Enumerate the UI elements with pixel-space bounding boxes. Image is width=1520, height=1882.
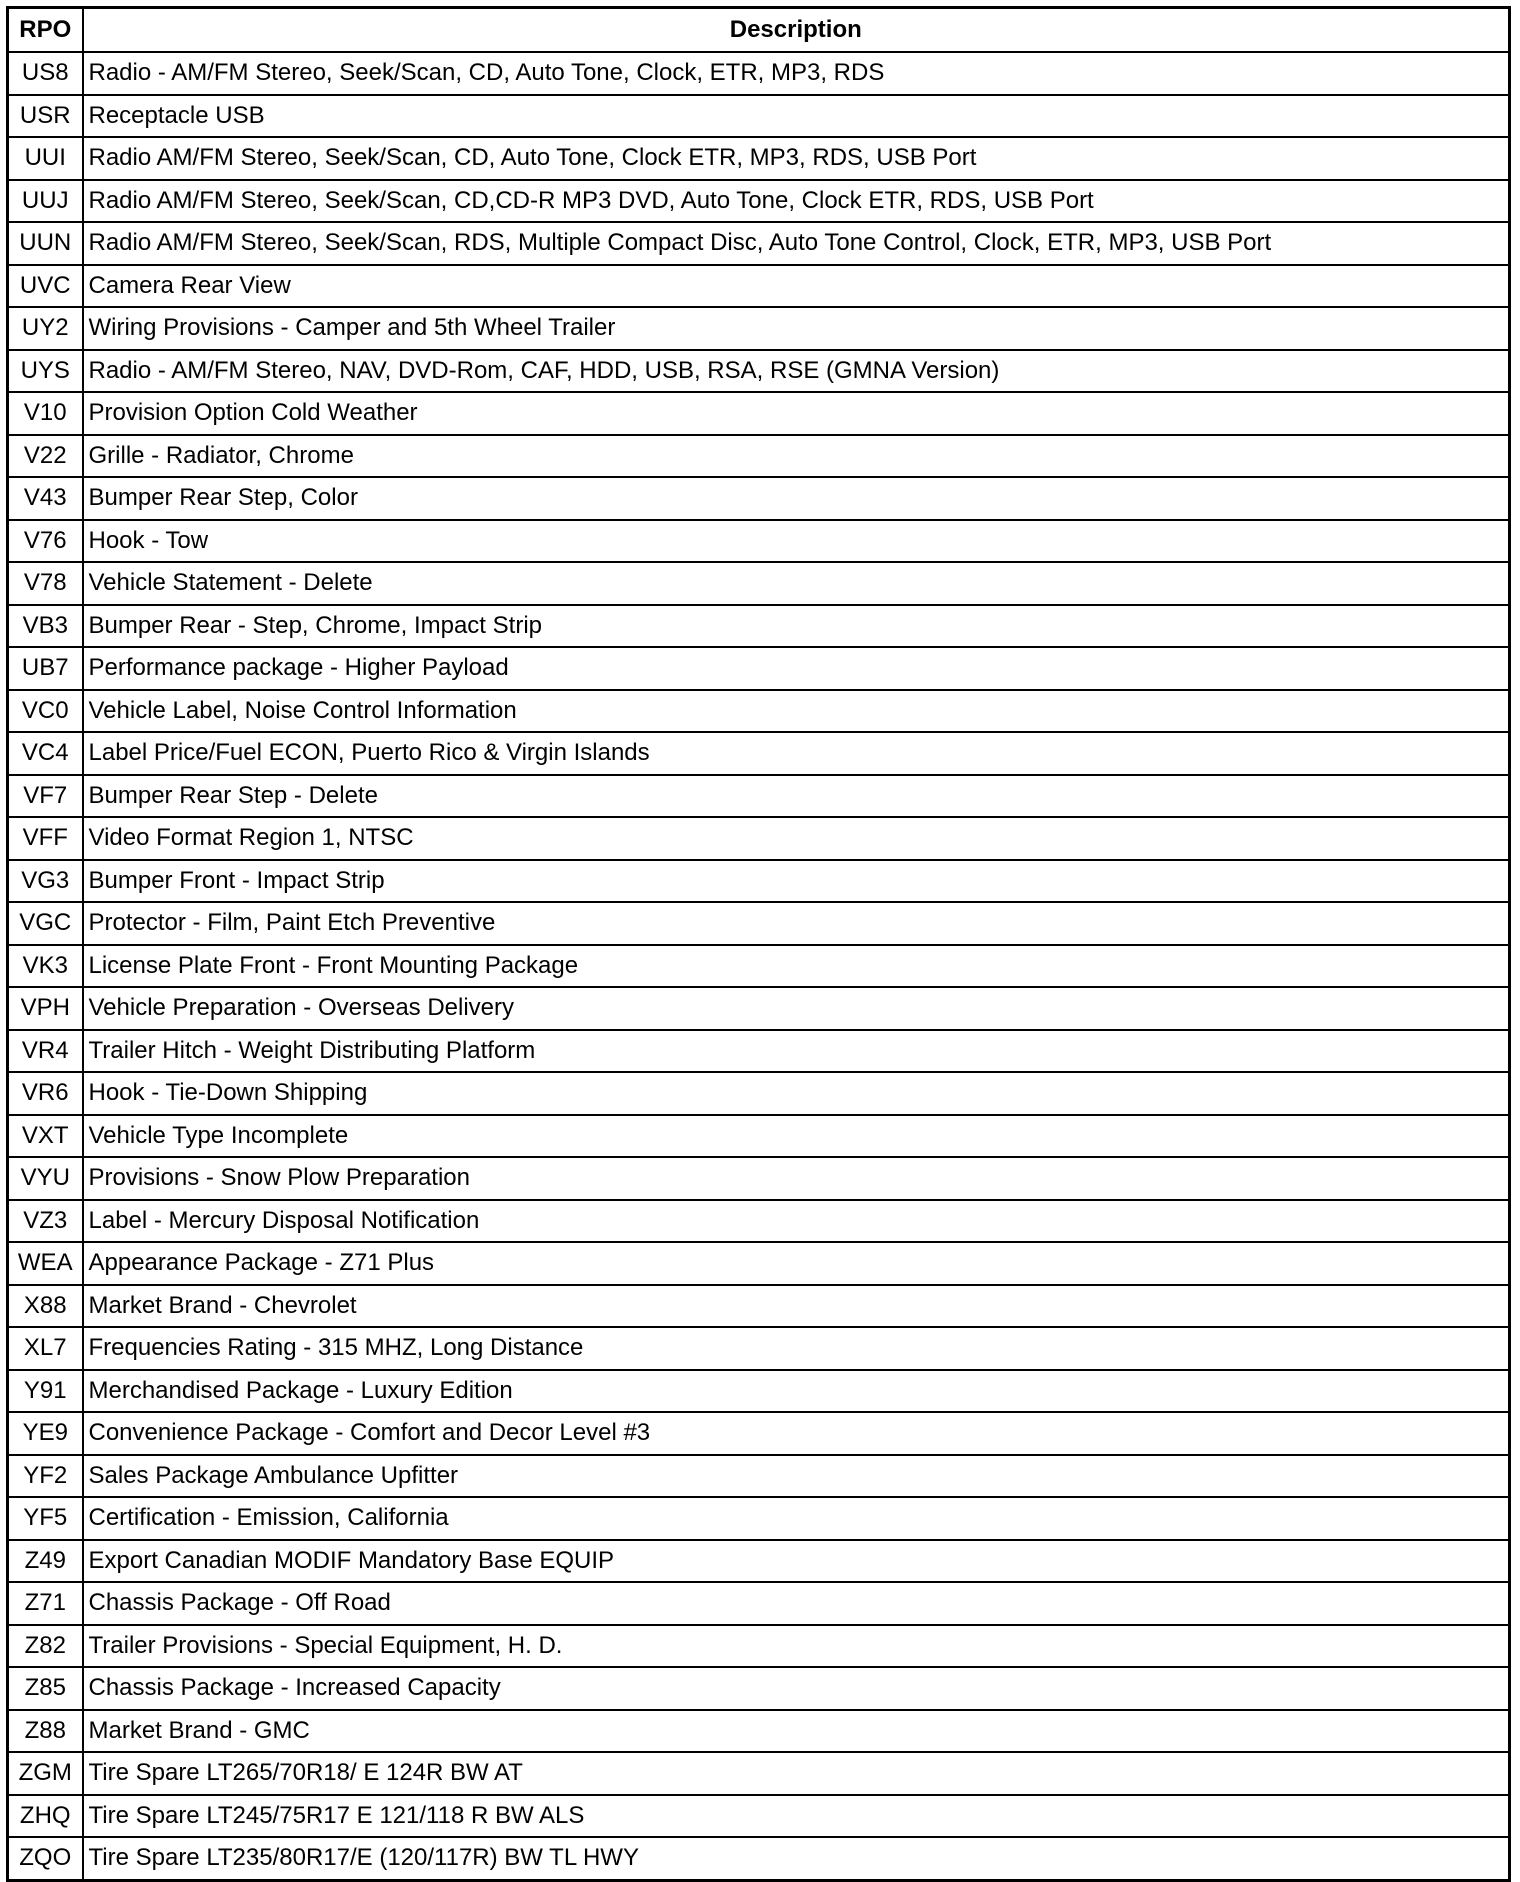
- description-cell: Frequencies Rating - 315 MHZ, Long Distance: [83, 1327, 1510, 1370]
- description-cell: Trailer Provisions - Special Equipment, H. D.: [83, 1625, 1510, 1668]
- table-row: [8, 945, 1510, 988]
- table-row: [8, 137, 1510, 180]
- description-cell: Vehicle Label, Noise Control Information: [83, 690, 1510, 733]
- description-cell: Bumper Rear Step, Color: [83, 477, 1510, 520]
- rpo-code-cell: VG3: [8, 860, 83, 903]
- rpo-code-cell: VC4: [8, 732, 83, 775]
- rpo-code-cell: ZGM: [8, 1752, 83, 1795]
- rpo-code-cell: UVC: [8, 265, 83, 308]
- rpo-code-cell: Z85: [8, 1667, 83, 1710]
- table-row: [8, 477, 1510, 520]
- rpo-code-cell: XL7: [8, 1327, 83, 1370]
- description-cell: Radio - AM/FM Stereo, Seek/Scan, CD, Auto Tone, Clock, ETR, MP3, RDS: [83, 52, 1510, 95]
- description-cell: Chassis Package - Increased Capacity: [83, 1667, 1510, 1710]
- description-cell: Provisions - Snow Plow Preparation: [83, 1157, 1510, 1200]
- table-row: [8, 562, 1510, 605]
- rpo-code-cell: VR4: [8, 1030, 83, 1073]
- description-cell: Vehicle Type Incomplete: [83, 1115, 1510, 1158]
- table-row: [8, 1115, 1510, 1158]
- description-cell: Performance package - Higher Payload: [83, 647, 1510, 690]
- table-row: [8, 1497, 1510, 1540]
- table-row: [8, 902, 1510, 945]
- description-cell: Export Canadian MODIF Mandatory Base EQUIP: [83, 1540, 1510, 1583]
- table-row: [8, 1837, 1510, 1880]
- description-cell: Grille - Radiator, Chrome: [83, 435, 1510, 478]
- table-row: [8, 350, 1510, 393]
- description-cell: Video Format Region 1, NTSC: [83, 817, 1510, 860]
- rpo-code-cell: US8: [8, 52, 83, 95]
- table-row: [8, 265, 1510, 308]
- rpo-code-cell: VR6: [8, 1072, 83, 1115]
- rpo-code-cell: VZ3: [8, 1200, 83, 1243]
- table-row: [8, 1327, 1510, 1370]
- description-cell: Convenience Package - Comfort and Decor Level #3: [83, 1412, 1510, 1455]
- table-row: [8, 605, 1510, 648]
- description-cell: Radio AM/FM Stereo, Seek/Scan, CD, Auto Tone, Clock ETR, MP3, RDS, USB Port: [83, 137, 1510, 180]
- description-column-header: Description: [83, 8, 1510, 53]
- rpo-code-cell: VGC: [8, 902, 83, 945]
- table-row: [8, 1285, 1510, 1328]
- description-cell: Market Brand - GMC: [83, 1710, 1510, 1753]
- rpo-code-cell: UB7: [8, 647, 83, 690]
- description-cell: Sales Package Ambulance Upfitter: [83, 1455, 1510, 1498]
- table-row: [8, 1710, 1510, 1753]
- table-row: [8, 775, 1510, 818]
- table-row: [8, 817, 1510, 860]
- rpo-code-cell: UUN: [8, 222, 83, 265]
- description-cell: Vehicle Statement - Delete: [83, 562, 1510, 605]
- rpo-code-cell: V78: [8, 562, 83, 605]
- rpo-code-cell: VC0: [8, 690, 83, 733]
- table-row: [8, 180, 1510, 223]
- description-cell: Hook - Tow: [83, 520, 1510, 563]
- rpo-code-cell: UUJ: [8, 180, 83, 223]
- description-cell: Bumper Front - Impact Strip: [83, 860, 1510, 903]
- description-cell: Market Brand - Chevrolet: [83, 1285, 1510, 1328]
- table-row: [8, 307, 1510, 350]
- description-cell: Appearance Package - Z71 Plus: [83, 1242, 1510, 1285]
- description-cell: Certification - Emission, California: [83, 1497, 1510, 1540]
- rpo-code-cell: YF2: [8, 1455, 83, 1498]
- table-row: [8, 435, 1510, 478]
- table-row: [8, 647, 1510, 690]
- rpo-code-cell: Z71: [8, 1582, 83, 1625]
- description-cell: Wiring Provisions - Camper and 5th Wheel Trailer: [83, 307, 1510, 350]
- description-cell: Tire Spare LT235/80R17/E (120/117R) BW TL HWY: [83, 1837, 1510, 1880]
- description-cell: License Plate Front - Front Mounting Package: [83, 945, 1510, 988]
- table-row: [8, 860, 1510, 903]
- rpo-code-cell: UUI: [8, 137, 83, 180]
- table-row: [8, 1455, 1510, 1498]
- rpo-code-cell: VF7: [8, 775, 83, 818]
- rpo-table: [6, 6, 1511, 1882]
- description-cell: Tire Spare LT265/70R18/ E 124R BW AT: [83, 1752, 1510, 1795]
- table-row: [8, 1752, 1510, 1795]
- table-row: [8, 1540, 1510, 1583]
- table-row: [8, 222, 1510, 265]
- description-cell: Trailer Hitch - Weight Distributing Platform: [83, 1030, 1510, 1073]
- rpo-code-cell: VPH: [8, 987, 83, 1030]
- table-row: [8, 1370, 1510, 1413]
- table-row: [8, 392, 1510, 435]
- rpo-code-cell: ZQO: [8, 1837, 83, 1880]
- table-row: [8, 690, 1510, 733]
- rpo-code-cell: Y91: [8, 1370, 83, 1413]
- rpo-code-cell: X88: [8, 1285, 83, 1328]
- rpo-code-cell: YF5: [8, 1497, 83, 1540]
- rpo-code-cell: USR: [8, 95, 83, 138]
- rpo-code-cell: VYU: [8, 1157, 83, 1200]
- table-body: [8, 52, 1510, 1880]
- description-cell: Bumper Rear - Step, Chrome, Impact Strip: [83, 605, 1510, 648]
- rpo-code-cell: VXT: [8, 1115, 83, 1158]
- rpo-code-cell: UYS: [8, 350, 83, 393]
- table-row: [8, 1625, 1510, 1668]
- rpo-code-cell: Z82: [8, 1625, 83, 1668]
- rpo-code-cell: YE9: [8, 1412, 83, 1455]
- table-row: [8, 987, 1510, 1030]
- table-row: [8, 1030, 1510, 1073]
- description-cell: Label Price/Fuel ECON, Puerto Rico & Virgin Islands: [83, 732, 1510, 775]
- rpo-code-cell: VB3: [8, 605, 83, 648]
- table-row: [8, 1582, 1510, 1625]
- rpo-code-cell: UY2: [8, 307, 83, 350]
- table-row: [8, 1200, 1510, 1243]
- rpo-code-cell: V10: [8, 392, 83, 435]
- rpo-code-cell: VK3: [8, 945, 83, 988]
- table-row: [8, 1072, 1510, 1115]
- rpo-column-header: RPO: [8, 8, 83, 53]
- description-cell: Tire Spare LT245/75R17 E 121/118 R BW ALS: [83, 1795, 1510, 1838]
- description-cell: Vehicle Preparation - Overseas Delivery: [83, 987, 1510, 1030]
- rpo-code-cell: WEA: [8, 1242, 83, 1285]
- table-row: [8, 1412, 1510, 1455]
- rpo-code-cell: ZHQ: [8, 1795, 83, 1838]
- table-header-row: [8, 8, 1510, 53]
- table-row: [8, 1667, 1510, 1710]
- description-cell: Bumper Rear Step - Delete: [83, 775, 1510, 818]
- rpo-code-cell: V76: [8, 520, 83, 563]
- description-cell: Merchandised Package - Luxury Edition: [83, 1370, 1510, 1413]
- description-cell: Label - Mercury Disposal Notification: [83, 1200, 1510, 1243]
- rpo-code-cell: VFF: [8, 817, 83, 860]
- description-cell: Receptacle USB: [83, 95, 1510, 138]
- description-cell: Radio AM/FM Stereo, Seek/Scan, CD,CD-R MP3 DVD, Auto Tone, Clock ETR, RDS, USB Port: [83, 180, 1510, 223]
- rpo-code-cell: V22: [8, 435, 83, 478]
- rpo-code-cell: Z49: [8, 1540, 83, 1583]
- table-row: [8, 520, 1510, 563]
- table-row: [8, 732, 1510, 775]
- description-cell: Provision Option Cold Weather: [83, 392, 1510, 435]
- description-cell: Radio - AM/FM Stereo, NAV, DVD-Rom, CAF, HDD, USB, RSA, RSE (GMNA Version): [83, 350, 1510, 393]
- table-row: [8, 52, 1510, 95]
- description-cell: Radio AM/FM Stereo, Seek/Scan, RDS, Multiple Compact Disc, Auto Tone Control, Clock, ETR, MP3, USB Port: [83, 222, 1510, 265]
- description-cell: Protector - Film, Paint Etch Preventive: [83, 902, 1510, 945]
- table-row: [8, 1242, 1510, 1285]
- table-row: [8, 1795, 1510, 1838]
- rpo-code-cell: V43: [8, 477, 83, 520]
- rpo-code-cell: Z88: [8, 1710, 83, 1753]
- table-row: [8, 95, 1510, 138]
- description-cell: Hook - Tie-Down Shipping: [83, 1072, 1510, 1115]
- description-cell: Chassis Package - Off Road: [83, 1582, 1510, 1625]
- description-cell: Camera Rear View: [83, 265, 1510, 308]
- table-row: [8, 1157, 1510, 1200]
